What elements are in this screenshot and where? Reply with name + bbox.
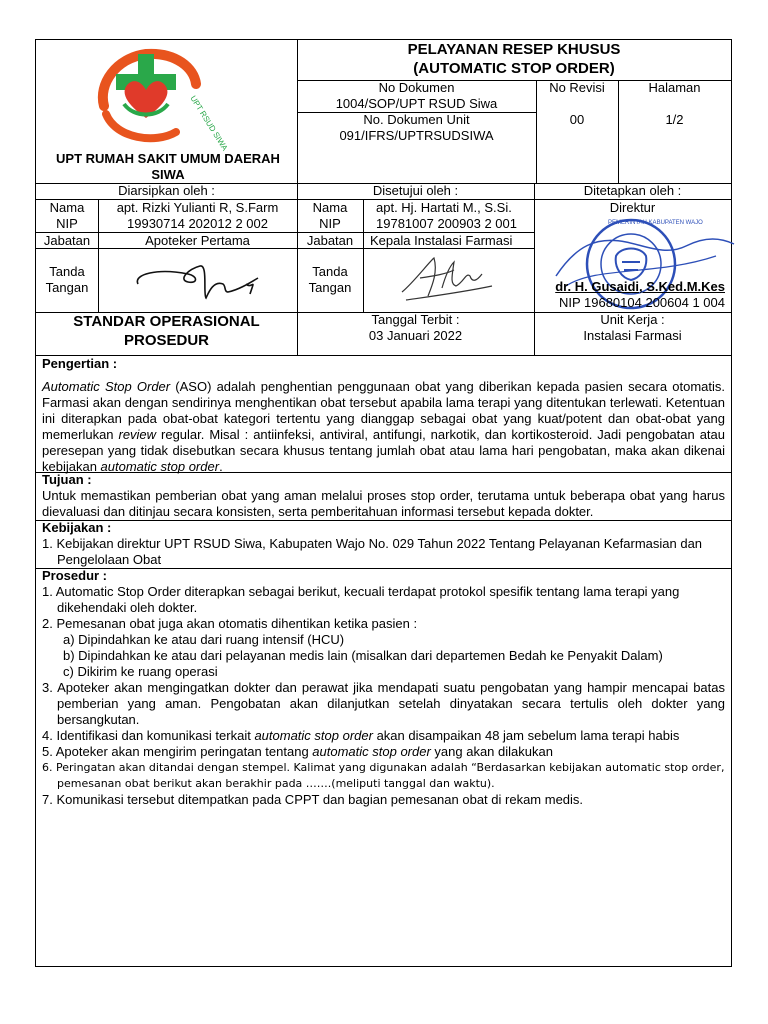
halaman-value: 1/2 [665, 112, 684, 127]
review-term: review [118, 427, 157, 442]
step-5-term: automatic stop order [312, 744, 431, 759]
unit-kerja-value: Instalasi Farmasi [583, 328, 682, 343]
sop-label-line-2: PROSEDUR [123, 332, 209, 349]
step-4-post: akan disampaikan 48 jam sebelum lama terapi habis [372, 728, 680, 743]
no-dokumen-unit-label: No. Dokumen Unit [363, 112, 470, 127]
unit-kerja-label: Unit Kerja : [600, 312, 665, 327]
policy-term: automatic stop order [100, 459, 220, 474]
tanda-tangan-label-2 [297, 264, 363, 296]
approver-signature [394, 252, 504, 312]
archiver-jabatan: Apoteker Pertama [145, 233, 250, 248]
archiver-signature [128, 254, 278, 309]
organization-name: UPT RUMAH SAKIT UMUM DAERAH SIWA [56, 151, 280, 182]
prosedur-step-4 [42, 728, 725, 744]
stamp-text: PEMERINTAH KABUPATEN WAJO [608, 220, 703, 226]
tujuan-heading: Tujuan : [42, 472, 92, 487]
prosedur-step-5 [42, 744, 725, 760]
prosedur-step-2b: b) Dipindahkan ke atau dari pelayanan medis lain (misalkan dari departemen Bedah ke Penyakit Dalam) [63, 648, 663, 663]
nip-label-2: NIP [319, 216, 341, 231]
prosedur-step-7: 7. Komunikasi tersebut ditempatkan pada CPPT dan bagian pemesanan obat di rekam medis. [42, 792, 584, 807]
approver-nip: 19781007 200903 2 001 [376, 216, 517, 231]
tanggal-terbit-cell [297, 312, 534, 344]
unit-kerja-cell [534, 312, 731, 344]
no-dokumen-unit-value: 091/IFRS/UPTRSUDSIWA [339, 128, 494, 143]
director-nip: NIP 19680104 200604 1 004 [558, 295, 725, 310]
step-4-term: automatic stop order [254, 728, 373, 743]
title-line-1: PELAYANAN RESEP KHUSUS [407, 41, 621, 58]
pengertian-text [42, 379, 725, 475]
kebijakan-item-1: 1. Kebijakan direktur UPT RSUD Siwa, Kabupaten Wajo No. 029 Tahun 2022 Tentang Pelayanan Kefarmasian dan Pengelolaan Obat [42, 536, 703, 567]
document-title [297, 40, 731, 78]
archiver-nip: 19930714 202012 2 002 [127, 216, 268, 231]
tanda-tangan-label [36, 264, 98, 296]
tanda-label-2: Tanda [312, 264, 348, 279]
pengertian-section [42, 356, 725, 475]
tangan-label-2: Tangan [308, 280, 352, 295]
prosedur-step-1: 1. Automatic Stop Order diterapkan sebagai berikut, kecuali terdapat protokol spesifik tentang lama terapi yang dikehendaki oleh dokter. [42, 584, 680, 615]
prosedur-section [42, 568, 725, 808]
step-5-post: yang akan dilakukan [430, 744, 553, 759]
pengertian-part-1: (ASO) adalah penghentian penggunaan obat yang diberikan kepada pasien secara otomatis. Farmasi akan dengan sendirinya menghentikan obat tersebut apabila lama terapi yang ditentukan terlewati. Ketentuan ini diterapkan pada obat-obat kategori tertentu yang dianggap sebagai obat yang kuat/potent dan obat-obat yang memerlukan [42, 379, 726, 442]
jabatan-label-2: Jabatan [306, 233, 354, 248]
prosedur-step-6: 6. Peringatan akan ditandai dengan stempel. Kalimat yang digunakan adalah “Berdasarkan kebijakan automatic stop order, pemesanan obat berikut akan berakhir pada …….(meliputi tanggal dan waktu). [42, 761, 725, 790]
pengertian-heading: Pengertian : [42, 356, 118, 371]
approver-jabatan: Kepala Instalasi Farmasi [370, 233, 513, 248]
sop-label [36, 312, 297, 350]
pengertian-part-3: . [219, 459, 223, 474]
halaman-cell [618, 80, 731, 128]
step-4-pre: 4. Identifikasi dan komunikasi terkait [42, 728, 255, 743]
step-5-pre: 5. Apoteker akan mengirim peringatan tentang [42, 744, 313, 759]
kebijakan-heading: Kebijakan : [42, 520, 112, 535]
kebijakan-section [42, 520, 725, 568]
prosedur-step-3: 3. Apoteker akan mengingatkan dokter dan perawat jika mendapati suatu pengobatan yang hampir mencapai batas pemberian yang aman. Pengobatan akan dilanjutkan setelah dinyatakan secara tertulis oleh dokter yang bersangkutan. [42, 680, 725, 727]
hospital-logo [76, 44, 230, 153]
director-title: Direktur [609, 200, 656, 215]
tanggal-label: Tanggal Terbit : [371, 312, 460, 327]
tujuan-text: Untuk memastikan pemberian obat yang aman melalui proses stop order, terutama untuk beberapa obat yang harus dievaluasi dan ditinjau secara konsisten, serta pemberitahuan informasi tersebut kepada dokter. [42, 488, 725, 519]
approver-name: apt. Hj. Hartati M., S.Si. [376, 200, 512, 215]
disetujui-label: Disetujui oleh : [372, 183, 459, 198]
sop-label-line-1: STANDAR OPERASIONAL [73, 313, 260, 330]
title-line-2: (AUTOMATIC STOP ORDER) [413, 60, 615, 77]
prosedur-step-2a: a) Dipindahkan ke atau dari ruang intensif (HCU) [63, 632, 345, 647]
no-revisi-label: No Revisi [549, 80, 605, 95]
tanda-label: Tanda [49, 264, 85, 279]
halaman-label: Halaman [648, 80, 701, 95]
nip-label: NIP [56, 216, 78, 231]
divider [363, 199, 364, 312]
logo-text: UPT RSUD SIWA [188, 94, 230, 153]
tujuan-section [42, 472, 725, 520]
no-revisi-value: 00 [569, 112, 585, 127]
aso-term: Automatic Stop Order [42, 379, 171, 394]
logo-graphic [76, 44, 226, 149]
sop-document [35, 39, 732, 967]
no-dokumen-unit-cell [297, 112, 536, 144]
nama-label-2: Nama [312, 200, 348, 215]
no-revisi-cell [536, 80, 618, 128]
director-name: dr. H. Gusaidi, S.Ked.M.Kes [555, 279, 725, 294]
prosedur-step-2: 2. Pemesanan obat juga akan otomatis dihentikan ketika pasien : [42, 616, 418, 631]
ditetapkan-label: Ditetapkan oleh : [583, 183, 682, 198]
no-dokumen-cell [297, 80, 536, 112]
prosedur-heading: Prosedur : [42, 568, 108, 583]
jabatan-label: Jabatan [43, 233, 91, 248]
no-dokumen-value: 1004/SOP/UPT RSUD Siwa [335, 96, 498, 111]
tangan-label: Tangan [45, 280, 89, 295]
archiver-name: apt. Rizki Yulianti R, S.Farm [116, 200, 279, 215]
tanggal-value: 03 Januari 2022 [368, 328, 463, 343]
pengertian-part-2: regular. Misal : antiinfeksi, antiviral, antifungi, narkotik, dan kortikosteroid. Jadi pengobatan atau peresepan yang tidak disebutkan secara khusus tentang jumlah obat atau lama hari pengobatan, maka akan dikenai kebijakan [42, 427, 725, 474]
nama-label: Nama [49, 200, 85, 215]
prosedur-step-2c: c) Dikirim ke ruang operasi [63, 664, 218, 679]
diarsipkan-label: Diarsipkan oleh : [118, 183, 215, 198]
no-dokumen-label: No Dokumen [378, 80, 455, 95]
